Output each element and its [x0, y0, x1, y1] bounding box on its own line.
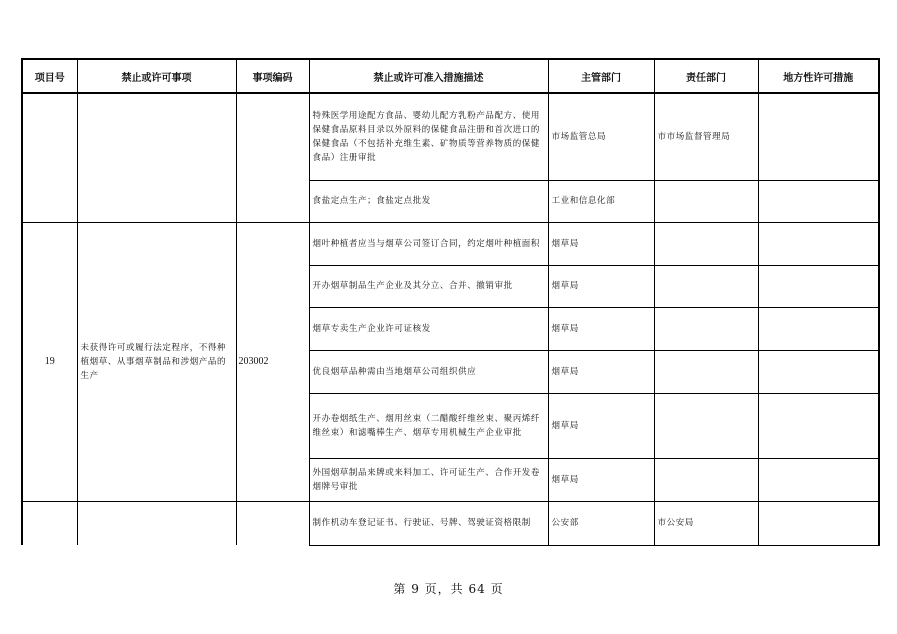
local-measure-cell: [758, 222, 879, 265]
responsible-dept-cell: [654, 307, 758, 350]
item-no-cell: [22, 501, 77, 545]
header-item-no: 项目号: [22, 59, 77, 93]
item-name-cell: [77, 501, 236, 545]
header-measure-desc: 禁止或许可准入措施描述: [309, 59, 548, 93]
header-responsible-dept: 责任部门: [654, 59, 758, 93]
responsible-dept-cell: [654, 350, 758, 393]
responsible-dept-cell: 市市场监督管理局: [654, 93, 758, 180]
item-no-cell: 19: [22, 222, 77, 501]
local-measure-cell: [758, 180, 879, 222]
supervising-dept-cell: 工业和信息化部: [548, 180, 654, 222]
measure-desc-cell: 开办烟草制品生产企业及其分立、合并、撤销审批: [309, 265, 548, 307]
local-measure-cell: [758, 501, 879, 545]
header-supervising-dept: 主管部门: [548, 59, 654, 93]
local-measure-cell: [758, 265, 879, 307]
item-code-cell: 203002: [236, 222, 309, 501]
supervising-dept-cell: 烟草局: [548, 350, 654, 393]
item-code-cell: [236, 501, 309, 545]
responsible-dept-cell: [654, 393, 758, 458]
responsible-dept-cell: [654, 180, 758, 222]
responsible-dept-cell: [654, 222, 758, 265]
header-local-measure: 地方性许可措施: [758, 59, 879, 93]
local-measure-cell: [758, 458, 879, 501]
local-measure-cell: [758, 350, 879, 393]
supervising-dept-cell: 烟草局: [548, 393, 654, 458]
measure-desc-cell: 烟叶种植者应当与烟草公司签订合同，约定烟叶种植面积: [309, 222, 548, 265]
responsible-dept-cell: [654, 458, 758, 501]
supervising-dept-cell: 烟草局: [548, 222, 654, 265]
page-number: 第 9 页，共 64 页: [393, 582, 504, 596]
measure-desc-cell: 外国烟草制品来牌或来料加工、许可证生产、合作开发卷烟牌号审批: [309, 458, 548, 501]
supervising-dept-cell: 市场监管总局: [548, 93, 654, 180]
header-item-code: 事项编码: [236, 59, 309, 93]
measure-desc-cell: 优良烟草品种需由当地烟草公司组织供应: [309, 350, 548, 393]
supervising-dept-cell: 烟草局: [548, 458, 654, 501]
item-name-cell: 未获得许可或履行法定程序，不得种植烟草、从事烟草制品和涉烟产品的生产: [77, 222, 236, 501]
permit-table: [21, 58, 880, 546]
table-row: [22, 501, 879, 545]
supervising-dept-cell: 公安部: [548, 501, 654, 545]
local-measure-cell: [758, 393, 879, 458]
item-name-cell: [77, 93, 236, 222]
header-row: [22, 59, 879, 93]
table-row: [22, 93, 879, 180]
supervising-dept-cell: 烟草局: [548, 265, 654, 307]
measure-desc-cell: 食盐定点生产；食盐定点批发: [309, 180, 548, 222]
supervising-dept-cell: 烟草局: [548, 307, 654, 350]
local-measure-cell: [758, 93, 879, 180]
header-item-name: 禁止或许可事项: [77, 59, 236, 93]
item-no-cell: [22, 93, 77, 222]
measure-desc-cell: 特殊医学用途配方食品、婴幼儿配方乳粉产品配方、使用保健食品原料目录以外原料的保健食品注册和首次进口的保健食品（不包括补充维生素、矿物质等营养物质的保健食品）注册审批: [309, 93, 548, 180]
responsible-dept-cell: [654, 265, 758, 307]
measure-desc-cell: 制作机动车登记证书、行驶证、号牌、驾驶证资格限制: [309, 501, 548, 545]
measure-desc-cell: 开办卷烟纸生产、烟用丝束（二醋酸纤维丝束、聚丙烯纤维丝束）和滤嘴棒生产、烟草专用机械生产企业审批: [309, 393, 548, 458]
responsible-dept-cell: 市公安局: [654, 501, 758, 545]
item-code-cell: [236, 93, 309, 222]
local-measure-cell: [758, 307, 879, 350]
measure-desc-cell: 烟草专卖生产企业许可证核发: [309, 307, 548, 350]
table-row: [22, 222, 879, 265]
